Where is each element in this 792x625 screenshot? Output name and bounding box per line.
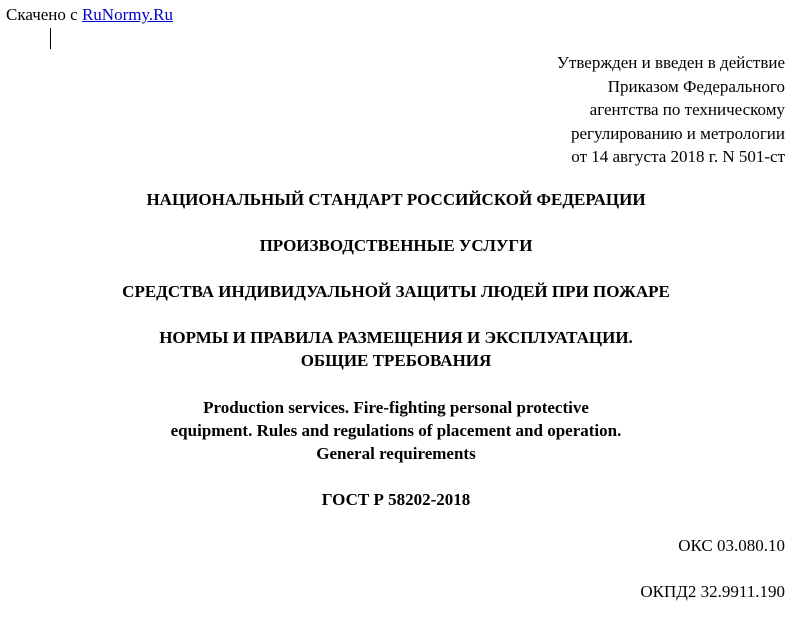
runormy-link[interactable]: RuNormy.Ru — [81, 5, 173, 24]
approval-block — [557, 51, 785, 169]
approval-line: регулированию и метрологии — [570, 123, 785, 143]
norms-heading-line: НОРМЫ И ПРАВИЛА РАЗМЕЩЕНИЯ И ЭКСПЛУАТАЦИИ. — [159, 328, 633, 347]
gost-number: ГОСТ Р 58202-2018 — [321, 490, 471, 509]
source-line — [6, 5, 173, 25]
english-title — [0, 396, 792, 465]
national-standard-heading: НАЦИОНАЛЬНЫЙ СТАНДАРТ РОССИЙСКОЙ ФЕДЕРАЦИИ — [146, 190, 646, 209]
english-title-line: Production services. Fire-fighting personal protective — [203, 398, 589, 417]
oks-code: ОКС 03.080.10 — [678, 536, 785, 555]
services-heading: ПРОИЗВОДСТВЕННЫЕ УСЛУГИ — [259, 236, 533, 255]
source-prefix: Скачено с — [6, 5, 82, 24]
norms-heading — [0, 326, 792, 372]
approval-line: от 14 августа 2018 г. N 501-ст — [571, 147, 785, 166]
protection-means-heading: СРЕДСТВА ИНДИВИДУАЛЬНОЙ ЗАЩИТЫ ЛЮДЕЙ ПРИ ПОЖАРЕ — [122, 282, 670, 301]
norms-heading-line: ОБЩИЕ ТРЕБОВАНИЯ — [300, 351, 492, 370]
english-title-line: equipment. Rules and regulations of placement and operation. — [170, 421, 622, 440]
approval-line: агентства по техническому — [589, 100, 785, 119]
okpd-code: ОКПД2 32.9911.190 — [640, 582, 785, 601]
approval-line: Приказом Федерального — [607, 76, 785, 96]
approval-line: Утвержден и введен в действие — [556, 53, 785, 72]
english-title-line: General requirements — [316, 444, 476, 463]
text-cursor — [50, 28, 51, 49]
